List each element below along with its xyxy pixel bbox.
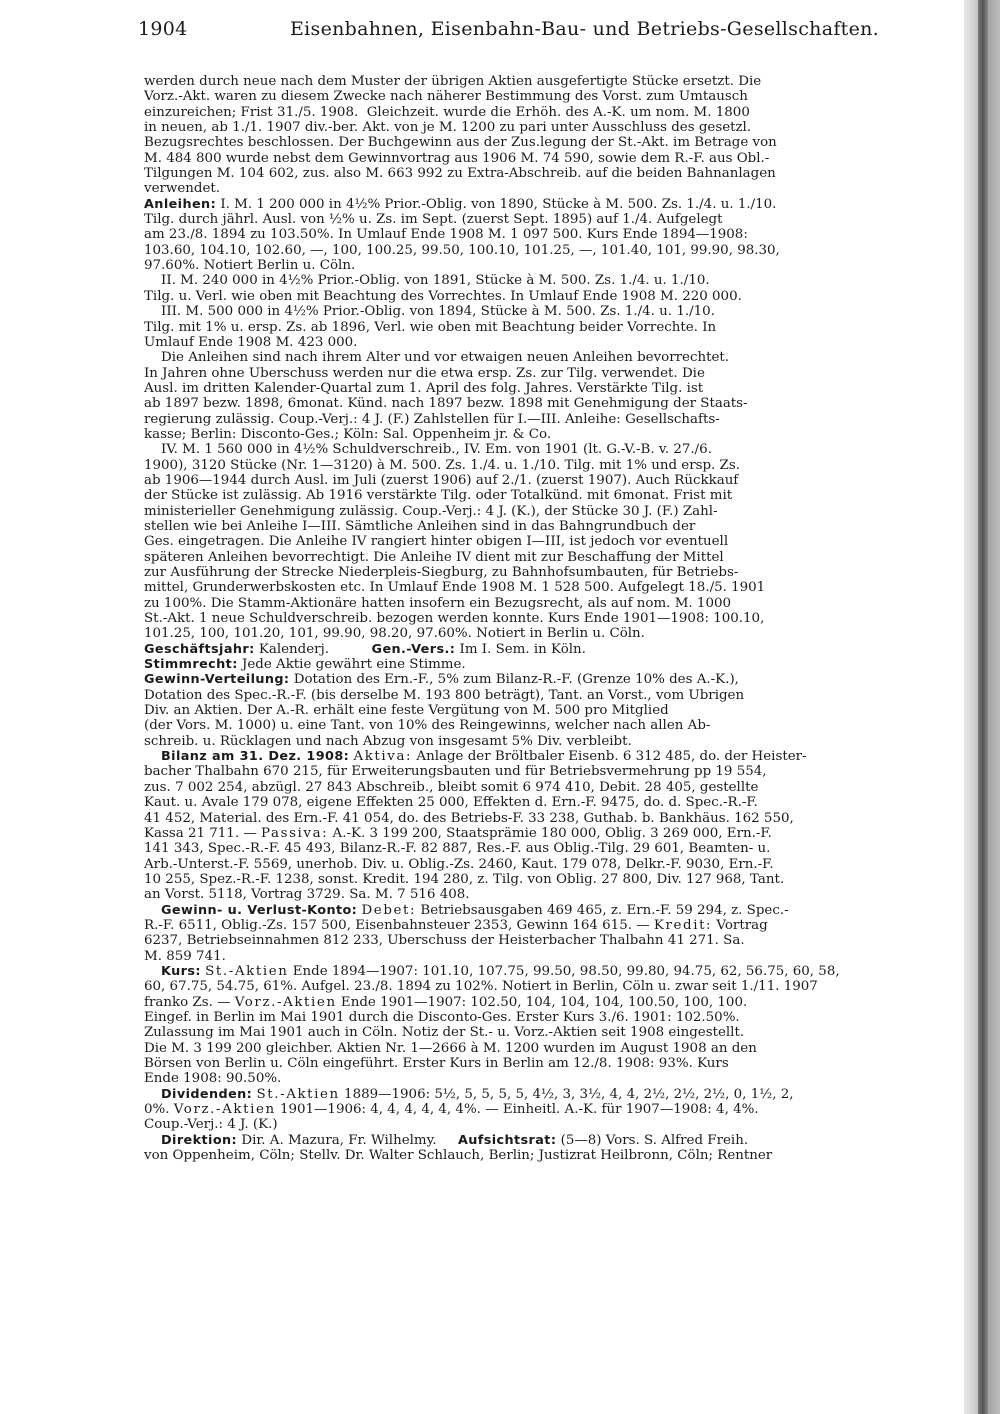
text-line — [144, 74, 956, 89]
text-run — [144, 903, 161, 918]
text-line — [144, 672, 956, 687]
text-run — [144, 964, 161, 979]
text-run: ab 1906—1944 durch Ausl. im Juli (zuerst 1906) auf 2./1. (zuerst 1907). Auch Rückkauf — [144, 472, 739, 488]
text-run: A.-K. 3 199 200, Staatsprämie 180 000, Oblig. 3 269 000, Ern.-F. — [328, 825, 772, 841]
text-line — [144, 918, 956, 933]
text-line — [144, 979, 956, 994]
text-line — [144, 366, 956, 381]
text-line — [144, 1041, 956, 1056]
text-line — [144, 1010, 956, 1025]
text-line — [144, 949, 956, 964]
text-run: Zulassung im Mai 1901 auch in Cöln. Notiz der St.- u. Vorz.-Aktien seit 1908 eingestellt. — [144, 1025, 745, 1041]
text-line — [144, 657, 956, 672]
section-heading: Geschäftsjahr: — [144, 641, 255, 657]
text-run: zu 100%. Die Stamm-Aktionäre hatten insofern ein Bezugsrecht, als auf nom. M. 1000 — [144, 595, 731, 611]
text-line — [144, 534, 956, 549]
text-line — [144, 1025, 956, 1040]
text-run: (5—8) Vors. S. Alfred Freih. — [556, 1132, 749, 1148]
text-line — [144, 289, 956, 304]
text-line — [144, 642, 956, 657]
text-run: 101.25, 100, 101.20, 101, 99.90, 98.20, 97.60%. Notiert in Berlin u. Cöln. — [144, 626, 645, 642]
text-line — [144, 1087, 956, 1102]
text-line — [144, 1148, 956, 1163]
text-run: 60, 67.75, 54.75, 61%. Aufgel. 23./8. 1894 zu 102%. Notiert in Berlin, Cöln u. zwar seit 1./11. 1907 — [144, 979, 818, 995]
text-run: Börsen von Berlin u. Cöln eingeführt. Erster Kurs in Berlin am 12./8. 1908: 93%. Kurs — [144, 1056, 729, 1071]
text-line — [144, 135, 956, 150]
text-line — [144, 258, 956, 273]
spaced-label: Passiva: — [261, 825, 329, 841]
text-line — [144, 488, 956, 503]
text-line — [144, 626, 956, 641]
text-line — [144, 688, 956, 703]
text-run: 41 452, Material. des Ern.-F. 41 054, do. des Betriebs-F. 33 238, Guthab. b. Bankhäus. 162 550, — [144, 810, 794, 826]
text-line — [144, 995, 956, 1010]
text-run: verwendet. — [144, 181, 221, 197]
text-run: der Stücke ist zulässig. Ab 1916 verstärkte Tilg. oder Totalkünd. mit 6monat. Frist mit — [144, 488, 733, 504]
text-line — [144, 1102, 956, 1117]
text-line — [144, 519, 956, 534]
text-run — [144, 1133, 161, 1148]
text-line — [144, 795, 956, 810]
text-line — [144, 273, 956, 288]
spaced-label: St.-Aktien — [256, 1086, 340, 1102]
section-heading: Kurs: — [161, 963, 201, 979]
page-binding-shadow — [978, 0, 988, 1414]
page-number: 1904 — [138, 18, 188, 40]
text-line — [144, 227, 956, 242]
text-run: Dotation des Ern.-F., 5% zum Bilanz-R.-F. (Grenze 10% des A.-K.), — [289, 672, 739, 688]
text-run: M. 859 741. — [144, 948, 226, 964]
text-run: Ges. eingetragen. Die Anleihe IV rangiert hinter obigen I—III, ist jedoch vor eventuell — [144, 534, 729, 550]
text-line — [144, 811, 956, 826]
text-line — [144, 151, 956, 166]
text-line — [144, 580, 956, 595]
text-run: Eingef. in Berlin im Mai 1901 durch die Disconto-Ges. Erster Kurs 3./6. 1901: 102.50%. — [144, 1009, 740, 1025]
text-run: stellen wie bei Anleihe I—III. Sämtliche Anleihen sind in das Bahngrundbuch der — [144, 518, 696, 534]
text-line — [144, 596, 956, 611]
text-line — [144, 1071, 956, 1086]
text-run: franko Zs. — — [144, 994, 235, 1010]
page-edge-shadow — [964, 0, 1000, 1414]
text-run: 97.60%. Notiert Berlin u. Cöln. — [144, 258, 356, 274]
text-line — [144, 611, 956, 626]
text-run: von Oppenheim, Cöln; Stellv. Dr. Walter Schlauch, Berlin; Justizrat Heilbronn, Cöln; Rentner — [144, 1148, 773, 1164]
text-run: Coup.-Verj.: 4 J. (K.) — [144, 1117, 278, 1133]
text-line — [144, 304, 956, 319]
text-run — [144, 1087, 161, 1102]
text-line — [144, 964, 956, 979]
spaced-label: Debet: — [361, 902, 417, 918]
text-run: Jede Aktie gewährt eine Stimme. — [237, 657, 466, 673]
text-run: Umlauf Ende 1908 M. 423 000. — [144, 334, 358, 350]
text-run: regierung zulässig. Coup.-Verj.: 4 J. (F.) Zahlstellen für I.—III. Anleihe: Gesellschafts- — [144, 411, 720, 427]
text-run: 1900), 3120 Stücke (Nr. 1—3120) à M. 500. Zs. 1./4. u. 1./10. Tilg. mit 1% und ersp. Zs. — [144, 457, 740, 473]
text-run: In Jahren ohne Überschuss werden nur die etwa ersp. Zs. zur Tilg. verwendet. Die — [144, 365, 705, 381]
text-line — [144, 335, 956, 350]
section-heading: Gewinn- u. Verlust-Konto: — [161, 902, 358, 918]
text-run: 103.60, 104.10, 102.60, —, 100, 100.25, 99.50, 100.10, 101.25, —, 101.40, 101, 99.90, 98.30, — [144, 242, 780, 258]
section-heading: Dividenden: — [161, 1086, 253, 1102]
text-run: Vortrag — [712, 917, 768, 933]
text-line — [144, 350, 956, 365]
section-heading: Gewinn-Verteilung: — [144, 672, 290, 688]
text-run: Bezugsrechtes beschlossen. Der Buchgewinn aus der Zus.legung der St.-Akt. im Betrage von — [144, 135, 777, 151]
text-line — [144, 120, 956, 135]
text-line — [144, 780, 956, 795]
text-run: Tilgungen M. 104 602, zus. also M. 663 992 zu Extra-Abschreib. auf die beiden Bahnanlagen — [144, 166, 776, 182]
text-line — [144, 841, 956, 856]
text-run: Dotation des Spec.-R.-F. (bis derselbe M. 193 800 beträgt), Tant. an Vorst., vom Übrigen — [144, 687, 745, 703]
text-line — [144, 243, 956, 258]
section-heading: Direktion: — [161, 1132, 238, 1148]
text-line — [144, 89, 956, 104]
text-run: zur Ausführung der Strecke Niederpleis-Siegburg, zu Bahnhofsumbauten, für Betriebs- — [144, 565, 739, 580]
text-run: späteren Anleihen bevorrechtigt. Die Anleihe IV dient mit zur Beschaffung der Mittel — [144, 549, 724, 565]
text-run: 10 255, Spez.-R.-F. 1238, sonst. Kredit. 194 280, z. Tilg. von Oblig. 27 800, Div. 127 968, Tant. — [144, 871, 785, 887]
text-run: einzureichen; Frist 31./5. 1908. Gleichzeit. wurde die Erhöh. des A.-K. um nom. M. 1800 — [144, 104, 750, 120]
text-line — [144, 181, 956, 196]
text-run: Die M. 3 199 200 gleichber. Aktien Nr. 1—2666 à M. 1200 wurden im August 1908 an den — [144, 1040, 757, 1056]
text-run: ministerieller Genehmigung zulässig. Coup.-Verj.: 4 J. (K.), der Stücke 30 J. (F.) Zahl- — [144, 503, 718, 519]
text-line — [144, 197, 956, 212]
text-line — [144, 933, 956, 948]
text-run: IV. M. 1 560 000 in 4½% Schuldverschreib., IV. Em. von 1901 (lt. G.-V.-B. v. 27./6. — [144, 442, 712, 458]
text-run: 0%. — [144, 1102, 174, 1118]
text-line — [144, 381, 956, 396]
text-run: 6237, Betriebseinnahmen 812 233, Überschuss der Heisterbacher Thalbahn 41 271. Sa. — [144, 933, 745, 949]
text-run: bacher Thalbahn 670 215, für Erweiterungsbauten und für Betriebsvermehrung pp 19 554, — [144, 764, 767, 780]
text-run: werden durch neue nach dem Muster der übrigen Aktien ausgefertigte Stücke ersetzt. Die — [144, 74, 762, 89]
text-run: (der Vors. M. 1000) u. eine Tant. von 10% des Reingewinns, welcher nach allen Ab- — [144, 718, 711, 734]
section-heading: Aufsichtsrat: — [457, 1132, 557, 1148]
text-run: ab 1897 bezw. 1898, 6monat. Künd. nach 1897 bezw. 1898 mit Genehmigung der Staats- — [144, 396, 748, 412]
text-run: Tilg. mit 1% u. ersp. Zs. ab 1896, Verl. wie oben mit Beachtung beider Vorrechte. In — [144, 319, 717, 335]
text-run: I. M. 1 200 000 in 4½% Prior.-Oblig. von 1890, Stücke à M. 500. Zs. 1./4. u. 1./10. — [216, 196, 777, 212]
text-run: Betriebsausgaben 469 465, z. Ern.-F. 59 294, z. Spec.- — [416, 902, 789, 918]
spaced-label: St.-Aktien — [205, 963, 289, 979]
text-line — [144, 718, 956, 733]
text-run: 1901—1906: 4, 4, 4, 4, 4, 4%. — Einheitl. A.-K. für 1907—1908: 4, 4%. — [275, 1102, 759, 1118]
text-run: mittel, Grunderwerbskosten etc. In Umlauf Ende 1908 M. 1 528 500. Aufgelegt 18./5. 1901 — [144, 580, 766, 596]
text-run: 1889—1906: 5½, 5, 5, 5, 5, 4½, 3, 3½, 4, 4, 2½, 2½, 2½, 0, 1½, 2, — [339, 1086, 794, 1102]
text-line — [144, 565, 956, 580]
document-body — [144, 74, 956, 1163]
text-line — [144, 442, 956, 457]
text-run: M. 484 800 wurde nebst dem Gewinnvortrag aus 1906 M. 74 590, sowie dem R.-F. aus Obl.- — [144, 150, 770, 166]
text-run: Ende 1894—1907: 101.10, 107.75, 99.50, 98.50, 99.80, 94.75, 62, 56.75, 60, 58, — [288, 963, 840, 979]
text-run: St.-Akt. 1 neue Schuldverschreib. bezogen werden konnte. Kurs Ende 1901—1908: 100.10, — [144, 611, 765, 627]
text-line — [144, 412, 956, 427]
text-line — [144, 550, 956, 565]
text-run: Kassa 21 711. — — [144, 825, 261, 841]
text-line — [144, 764, 956, 779]
section-heading: Anleihen: — [144, 196, 217, 212]
spaced-label: Vorz.-Aktien — [234, 994, 337, 1010]
text-line — [144, 703, 956, 718]
section-heading: Gen.-Vers.: — [371, 641, 456, 657]
text-line — [144, 504, 956, 519]
text-line — [144, 872, 956, 887]
text-line — [144, 903, 956, 918]
text-run: Div. an Aktien. Der A.-R. erhält eine feste Vergütung von M. 500 pro Mitglied — [144, 703, 669, 719]
text-run: Kaut. u. Avale 179 078, eigene Effekten 25 000, Effekten d. Ern.-F. 9475, do. d. Spec.-R.-F. — [144, 795, 758, 811]
text-run: Anlage der Bröltbaler Eisenb. 6 312 485, do. der Heister- — [412, 749, 807, 765]
text-run: schreib. u. Rücklagen und nach Abzug von insgesamt 5% Div. verbleibt. — [144, 733, 632, 749]
text-line — [144, 1056, 956, 1071]
text-run: Ende 1901—1907: 102.50, 104, 104, 104, 100.50, 100, 100. — [336, 994, 748, 1010]
text-run: kasse; Berlin: Disconto-Ges.; Köln: Sal. Oppenheim jr. & Co. — [144, 426, 552, 442]
text-line — [144, 887, 956, 902]
text-line — [144, 105, 956, 120]
section-heading: Stimmrecht: — [144, 657, 238, 673]
text-line — [144, 1133, 956, 1148]
text-line — [144, 320, 956, 335]
text-run: Dir. A. Mazura, Fr. Wilhelmy. — [237, 1132, 458, 1148]
text-run: in neuen, ab 1./1. 1907 div.-ber. Akt. von je M. 1200 zu pari unter Ausschluss des gesetzl. — [144, 120, 752, 136]
text-run: Ausl. im dritten Kalender-Quartal zum 1. April des folg. Jahres. Verstärkte Tilg. ist — [144, 380, 704, 396]
text-run: Kalenderj. — [254, 641, 372, 657]
text-run: Vorz.-Akt. waren zu diesem Zwecke nach näherer Bestimmung des Vorst. zum Umtausch — [144, 89, 748, 105]
running-title: Eisenbahnen, Eisenbahn-Bau- und Betriebs-Gesellschaften. — [290, 18, 880, 40]
text-line — [144, 427, 956, 442]
spaced-label: Aktiva: — [353, 749, 413, 765]
text-run: Im I. Sem. in Köln. — [455, 641, 586, 657]
text-line — [144, 166, 956, 181]
text-line — [144, 212, 956, 227]
text-line — [144, 857, 956, 872]
text-run: Tilg. durch jährl. Ausl. von ½% u. Zs. im Sept. (zuerst Sept. 1895) auf 1./4. Aufgelegt — [144, 212, 723, 228]
text-line — [144, 458, 956, 473]
text-run: R.-F. 6511, Oblig.-Zs. 157 500, Eisenbahnsteuer 2353, Gewinn 164 615. — — [144, 917, 654, 933]
spaced-label: Kredit: — [653, 917, 713, 933]
section-heading: Bilanz am 31. Dez. 1908: — [161, 749, 350, 765]
text-run: Ende 1908: 90.50%. — [144, 1071, 282, 1087]
text-run: an Vorst. 5118, Vortrag 3729. Sa. M. 7 516 408. — [144, 887, 470, 903]
text-line — [144, 473, 956, 488]
text-run: zus. 7 002 254, abzügl. 27 843 Abschreib., bleibt somit 6 974 410, Debit. 28 405, gestellte — [144, 779, 759, 795]
text-run: Die Anleihen sind nach ihrem Alter und vor etwaigen neuen Anleihen bevorrechtet. — [144, 350, 730, 366]
text-run: Arb.-Unterst.-F. 5569, unerhob. Div. u. Oblig.-Zs. 2460, Kaut. 179 078, Delkr.-F. 9030, Ern.-F. — [144, 856, 774, 872]
text-line — [144, 826, 956, 841]
text-line — [144, 734, 956, 749]
text-run: Tilg. u. Verl. wie oben mit Beachtung des Vorrechtes. In Umlauf Ende 1908 M. 220 000. — [144, 288, 742, 304]
spaced-label: Vorz.-Aktien — [173, 1102, 276, 1118]
text-run — [144, 749, 161, 764]
text-line — [144, 396, 956, 411]
text-run: II. M. 240 000 in 4½% Prior.-Oblig. von 1891, Stücke à M. 500. Zs. 1./4. u. 1./10. — [144, 273, 710, 289]
text-run: III. M. 500 000 in 4½% Prior.-Oblig. von 1894, Stücke à M. 500. Zs. 1./4. u. 1./10. — [144, 304, 715, 320]
text-line — [144, 1117, 956, 1132]
text-line — [144, 749, 956, 764]
text-run: 141 343, Spec.-R.-F. 45 493, Bilanz-R.-F. 82 887, Res.-F. aus Oblig.-Tilg. 29 601, Beamten- u. — [144, 841, 771, 857]
text-run: am 23./8. 1894 zu 103.50%. In Umlauf Ende 1908 M. 1 097 500. Kurs Ende 1894—1908: — [144, 227, 748, 243]
